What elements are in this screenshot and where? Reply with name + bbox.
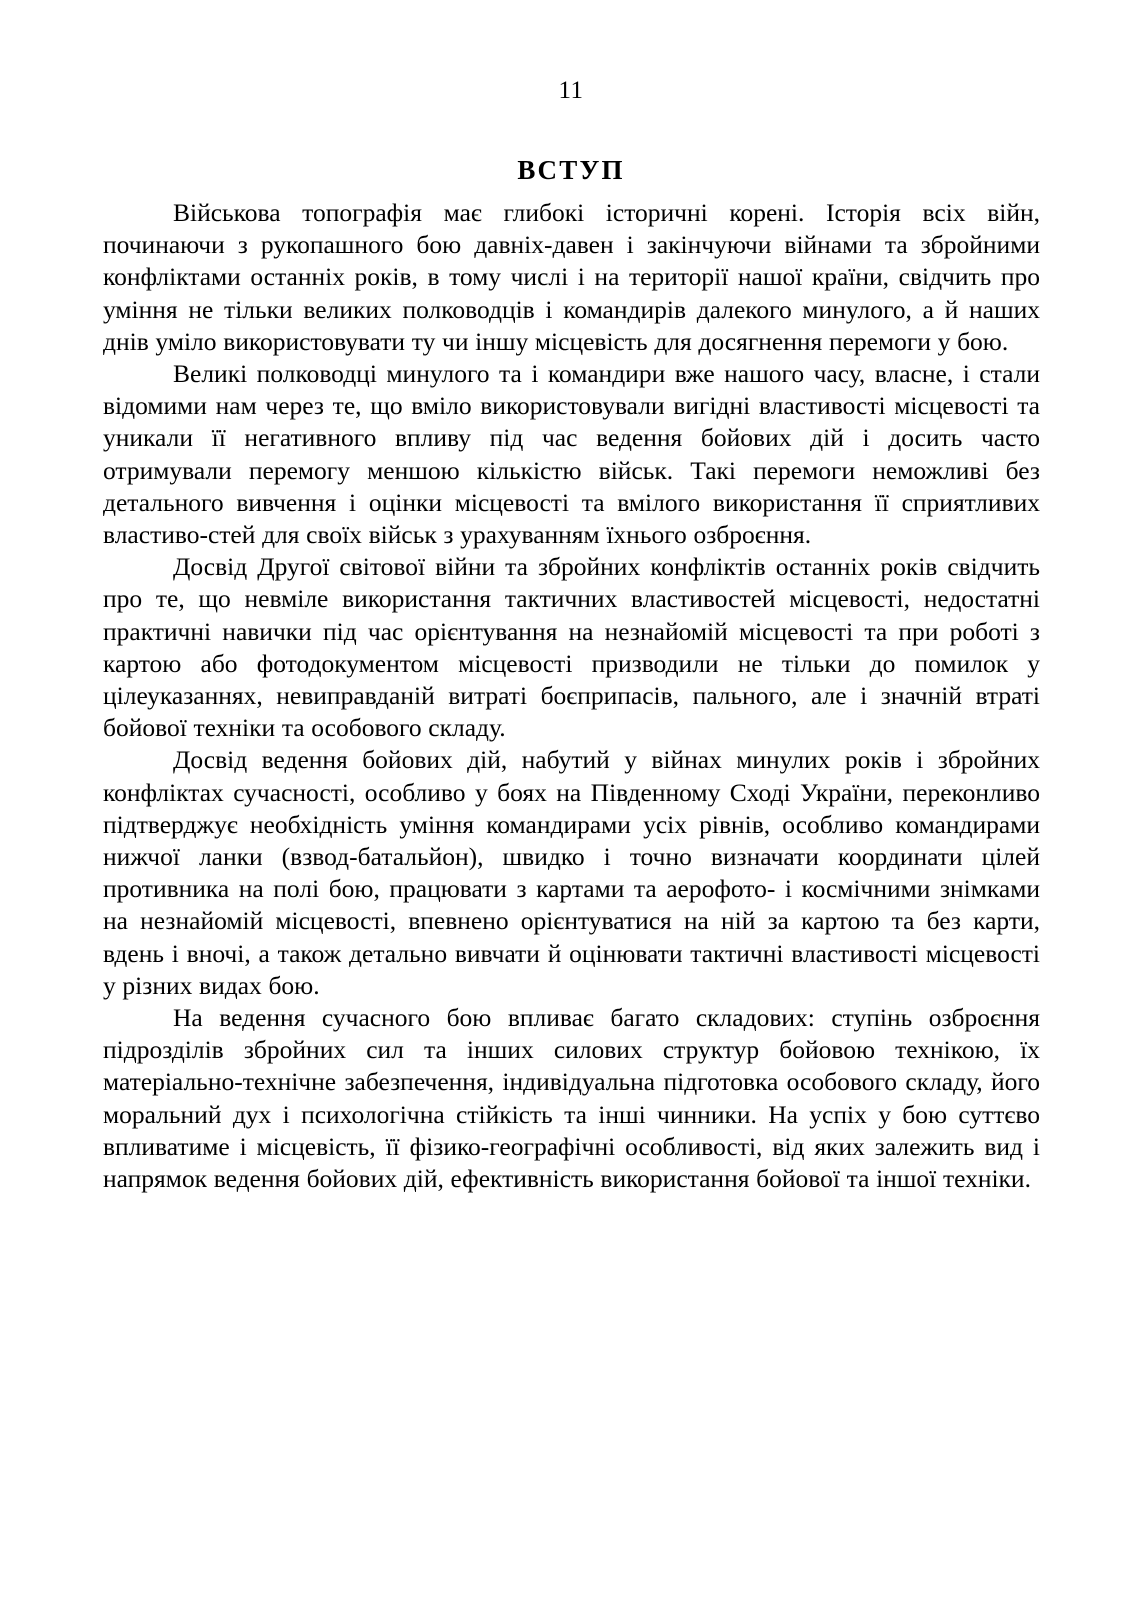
paragraph: Військова топографія має глибокі історичні корені. Історія всіх війн, починаючи з рукопашного бою давніх-давен і закінчуючи війнами та збройними конфліктами останніх років, в тому числі і на території нашої країни, свідчить про уміння не тільки великих полководців і командирів далекого минулого, а й наших днів уміло використовувати ту чи іншу місцевість для досягнення перемоги у бою. (103, 198, 1040, 356)
body-text-block (103, 197, 1040, 1195)
page-number: 11 (558, 77, 584, 104)
paragraph: Великі полководці минулого та і командири вже нашого часу, власне, і стали відомими нам через те, що вміло використовували вигідні властивості місцевості та уникали її негативного впливу під час ведення бойових дій і досить часто отримували перемогу меншою кількістю військ. Такі перемоги неможливі без детального вивчення і оцінки місцевості та вмілого використання її сприятливих властиво-стей для своїх військ з урахуванням їхнього озброєння. (103, 359, 1040, 550)
paragraph: Досвід Другої світової війни та збройних конфліктів останніх років свідчить про те, що невміле використання тактичних властивостей місцевості, недостатні практичні навички під час орієнтування на незнайомій місцевості та при роботі з картою або фотодокументом місцевості призводили не тільки до помилок у цілеуказаннях, невиправданій витраті боєприпасів, пального, але і значній втраті бойової техніки та особового складу. (103, 552, 1040, 743)
page-title: ВСТУП (517, 155, 625, 186)
paragraph: Досвід ведення бойових дій, набутий у війнах минулих років і збройних конфліктах сучасності, особливо у боях на Південному Сході України, переконливо підтверджує необхідність уміння командирами усіх рівнів, особливо командирами нижчої ланки (взвод-батальйон), швидко і точно визначати координати цілей противника на полі бою, працювати з картами та аерофото- і космічними знімками на незнайомій місцевості, впевнено орієнтуватися на ній за картою та без карти, вдень і вночі, а також детально вивчати й оцінювати тактичні властивості місцевості у різних видах бою. (103, 745, 1040, 1000)
paragraph: На ведення сучасного бою впливає багато складових: ступінь озброєння підрозділів збройних сил та інших силових структур бойовою технікою, їх матеріально-технічне забезпечення, індивідуальна підготовка особового складу, його моральний дух і психологічна стійкість та інші чинники. На успіх у бою суттєво впливатиме і місцевість, її фізико-географічні особливості, від яких залежить вид і напрямок ведення бойових дій, ефективність використання бойової та іншої техніки. (103, 1003, 1040, 1194)
